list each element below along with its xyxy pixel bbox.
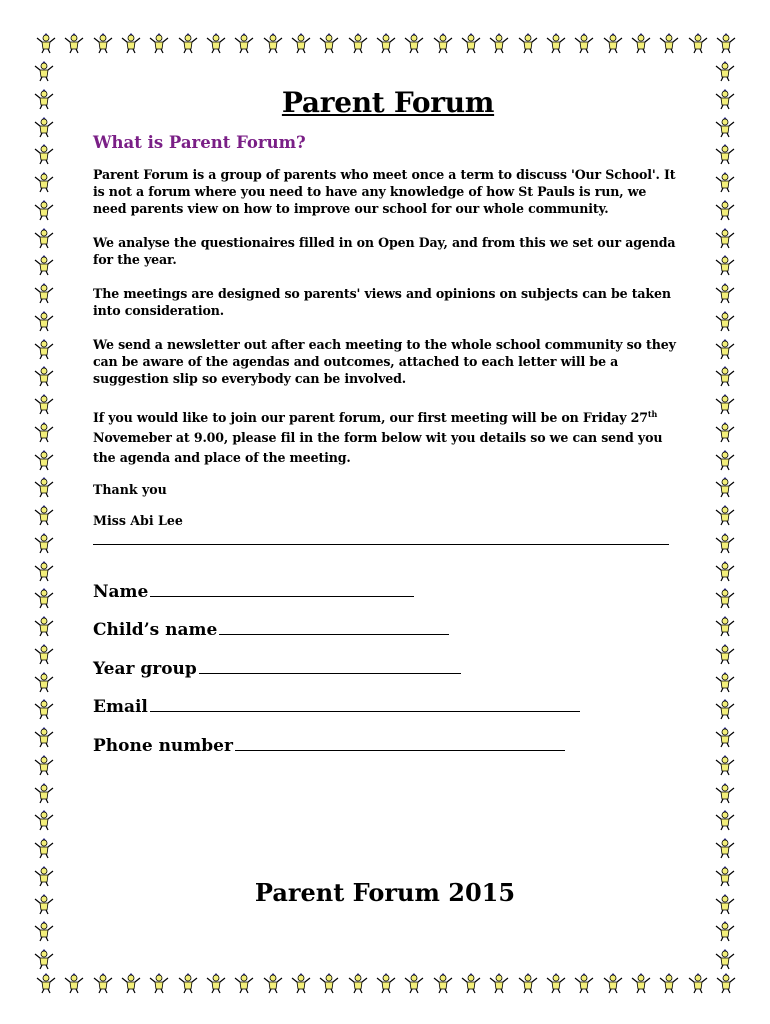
child-figure-icon bbox=[713, 141, 737, 165]
child-figure-icon bbox=[572, 970, 596, 994]
child-figure-icon bbox=[147, 970, 171, 994]
child-figure-icon bbox=[713, 669, 737, 693]
child-figure-icon bbox=[431, 30, 455, 54]
child-figure-icon bbox=[487, 30, 511, 54]
child-figure-icon bbox=[657, 30, 681, 54]
child-figure-icon bbox=[34, 970, 58, 994]
child-figure-icon bbox=[714, 970, 738, 994]
child-figure-icon bbox=[713, 474, 737, 498]
footer-title: Parent Forum 2015 bbox=[254, 878, 516, 907]
child-figure-icon bbox=[32, 141, 56, 165]
paragraph-intro: Parent Forum is a group of parents who meet once a term to discuss 'Our School'. It is not a forum where you need to have any knowledge of how St Pauls is run, we need parents view on how to improve our school for our whole community. bbox=[93, 167, 676, 216]
child-figure-icon bbox=[487, 970, 511, 994]
join-text-before: If you would like to join our parent forum, our first meeting will be on Friday 27 bbox=[93, 410, 648, 426]
child-figure-icon bbox=[459, 30, 483, 54]
child-figure-icon bbox=[713, 641, 737, 665]
child-figure-icon bbox=[32, 308, 56, 332]
child-figure-icon bbox=[32, 502, 56, 526]
form-field-3 bbox=[93, 679, 683, 718]
child-figure-icon bbox=[32, 585, 56, 609]
child-figure-icon bbox=[713, 752, 737, 776]
child-figure-icon bbox=[91, 970, 115, 994]
child-figure-icon bbox=[713, 447, 737, 471]
child-figure-icon bbox=[374, 30, 398, 54]
child-figure-icon bbox=[261, 970, 285, 994]
child-figure-icon bbox=[32, 835, 56, 859]
child-figure-icon bbox=[204, 30, 228, 54]
child-figure-icon bbox=[713, 724, 737, 748]
child-figure-icon bbox=[32, 669, 56, 693]
form-field-label: Year group bbox=[93, 658, 197, 679]
paragraph-newsletter: We send a newsletter out after each meeting to the whole school community so they can be aware of the agendas and outcomes, attached to each letter will be a suggestion slip so everybody can be involved. bbox=[93, 337, 676, 386]
thanks-text: Thank you bbox=[93, 482, 167, 498]
child-figure-icon bbox=[686, 30, 710, 54]
child-figure-icon bbox=[713, 807, 737, 831]
child-figure-icon bbox=[32, 613, 56, 637]
child-figure-icon bbox=[657, 970, 681, 994]
child-figure-icon bbox=[713, 391, 737, 415]
child-figure-icon bbox=[713, 225, 737, 249]
child-figure-icon bbox=[32, 363, 56, 387]
section-heading: What is Parent Forum? bbox=[93, 133, 306, 152]
child-figure-icon bbox=[713, 419, 737, 443]
document-body bbox=[93, 86, 683, 756]
child-figure-icon bbox=[289, 970, 313, 994]
child-figure-icon bbox=[32, 391, 56, 415]
form-field-blank[interactable] bbox=[235, 749, 565, 751]
child-figure-icon bbox=[32, 641, 56, 665]
child-figure-icon bbox=[713, 252, 737, 276]
child-figure-icon bbox=[32, 252, 56, 276]
child-figure-icon bbox=[32, 336, 56, 360]
child-figure-icon bbox=[713, 918, 737, 942]
child-figure-icon bbox=[714, 30, 738, 54]
border-right bbox=[713, 58, 739, 970]
child-figure-icon bbox=[544, 970, 568, 994]
child-figure-icon bbox=[176, 970, 200, 994]
child-figure-icon bbox=[32, 807, 56, 831]
child-figure-icon bbox=[713, 585, 737, 609]
child-figure-icon bbox=[176, 30, 200, 54]
child-figure-icon bbox=[32, 280, 56, 304]
child-figure-icon bbox=[32, 918, 56, 942]
child-figure-icon bbox=[431, 970, 455, 994]
child-figure-icon bbox=[32, 225, 56, 249]
paragraph-join bbox=[93, 404, 683, 468]
child-figure-icon bbox=[32, 169, 56, 193]
child-figure-icon bbox=[119, 30, 143, 54]
form-field-0 bbox=[93, 563, 683, 602]
child-figure-icon bbox=[516, 30, 540, 54]
child-figure-icon bbox=[713, 363, 737, 387]
child-figure-icon bbox=[572, 30, 596, 54]
form-field-blank[interactable] bbox=[199, 672, 461, 674]
child-figure-icon bbox=[32, 752, 56, 776]
form-field-label: Child’s name bbox=[93, 620, 218, 641]
child-figure-icon bbox=[713, 308, 737, 332]
form-field-2 bbox=[93, 640, 683, 679]
paragraph-questionaires: We analyse the questionaires filled in on Open Day, and from this we set our agenda for the year. bbox=[93, 235, 676, 267]
child-figure-icon bbox=[713, 780, 737, 804]
child-figure-icon bbox=[32, 946, 56, 970]
child-figure-icon bbox=[713, 530, 737, 554]
child-figure-icon bbox=[34, 30, 58, 54]
child-figure-icon bbox=[32, 530, 56, 554]
child-figure-icon bbox=[32, 419, 56, 443]
child-figure-icon bbox=[32, 780, 56, 804]
form-field-label: Name bbox=[93, 581, 149, 602]
border-bottom bbox=[34, 970, 738, 996]
child-figure-icon bbox=[516, 970, 540, 994]
child-figure-icon bbox=[261, 30, 285, 54]
form-field-blank[interactable] bbox=[150, 595, 414, 597]
child-figure-icon bbox=[232, 970, 256, 994]
child-figure-icon bbox=[713, 558, 737, 582]
child-figure-icon bbox=[713, 280, 737, 304]
child-figure-icon bbox=[32, 114, 56, 138]
child-figure-icon bbox=[62, 30, 86, 54]
child-figure-icon bbox=[204, 970, 228, 994]
child-figure-icon bbox=[346, 970, 370, 994]
child-figure-icon bbox=[317, 970, 341, 994]
form-field-blank[interactable] bbox=[219, 633, 449, 635]
form-field-blank[interactable] bbox=[150, 710, 580, 712]
child-figure-icon bbox=[374, 970, 398, 994]
child-figure-icon bbox=[32, 724, 56, 748]
child-figure-icon bbox=[713, 197, 737, 221]
child-figure-icon bbox=[119, 970, 143, 994]
child-figure-icon bbox=[686, 970, 710, 994]
child-figure-icon bbox=[32, 447, 56, 471]
child-figure-icon bbox=[713, 336, 737, 360]
border-top bbox=[34, 30, 738, 56]
child-figure-icon bbox=[32, 558, 56, 582]
child-figure-icon bbox=[713, 696, 737, 720]
child-figure-icon bbox=[713, 613, 737, 637]
signature: Miss Abi Lee bbox=[93, 513, 183, 529]
join-superscript: th bbox=[647, 409, 658, 419]
child-figure-icon bbox=[346, 30, 370, 54]
child-figure-icon bbox=[62, 970, 86, 994]
form-fields bbox=[93, 563, 683, 756]
child-figure-icon bbox=[32, 197, 56, 221]
child-figure-icon bbox=[402, 30, 426, 54]
child-figure-icon bbox=[713, 114, 737, 138]
child-figure-icon bbox=[317, 30, 341, 54]
child-figure-icon bbox=[402, 970, 426, 994]
child-figure-icon bbox=[629, 970, 653, 994]
form-field-label: Phone number bbox=[93, 735, 233, 756]
border-left bbox=[32, 58, 58, 970]
child-figure-icon bbox=[32, 86, 56, 110]
page-title: Parent Forum bbox=[281, 86, 495, 119]
child-figure-icon bbox=[289, 30, 313, 54]
child-figure-icon bbox=[601, 970, 625, 994]
join-text-after: Novemeber at 9.00, please fil in the form below wit you details so we can send you the agenda and place of the meeting. bbox=[93, 430, 663, 466]
child-figure-icon bbox=[629, 30, 653, 54]
child-figure-icon bbox=[713, 58, 737, 82]
child-figure-icon bbox=[713, 86, 737, 110]
form-field-4 bbox=[93, 717, 683, 756]
child-figure-icon bbox=[232, 30, 256, 54]
child-figure-icon bbox=[713, 502, 737, 526]
child-figure-icon bbox=[713, 169, 737, 193]
form-field-1 bbox=[93, 602, 683, 641]
child-figure-icon bbox=[713, 835, 737, 859]
cut-line bbox=[93, 544, 669, 545]
paragraph-meetings: The meetings are designed so parents' views and opinions on subjects can be taken into consideration. bbox=[93, 286, 671, 318]
child-figure-icon bbox=[147, 30, 171, 54]
child-figure-icon bbox=[601, 30, 625, 54]
child-figure-icon bbox=[32, 474, 56, 498]
child-figure-icon bbox=[459, 970, 483, 994]
child-figure-icon bbox=[32, 696, 56, 720]
child-figure-icon bbox=[713, 946, 737, 970]
form-field-label: Email bbox=[93, 697, 148, 718]
child-figure-icon bbox=[91, 30, 115, 54]
child-figure-icon bbox=[544, 30, 568, 54]
child-figure-icon bbox=[32, 58, 56, 82]
